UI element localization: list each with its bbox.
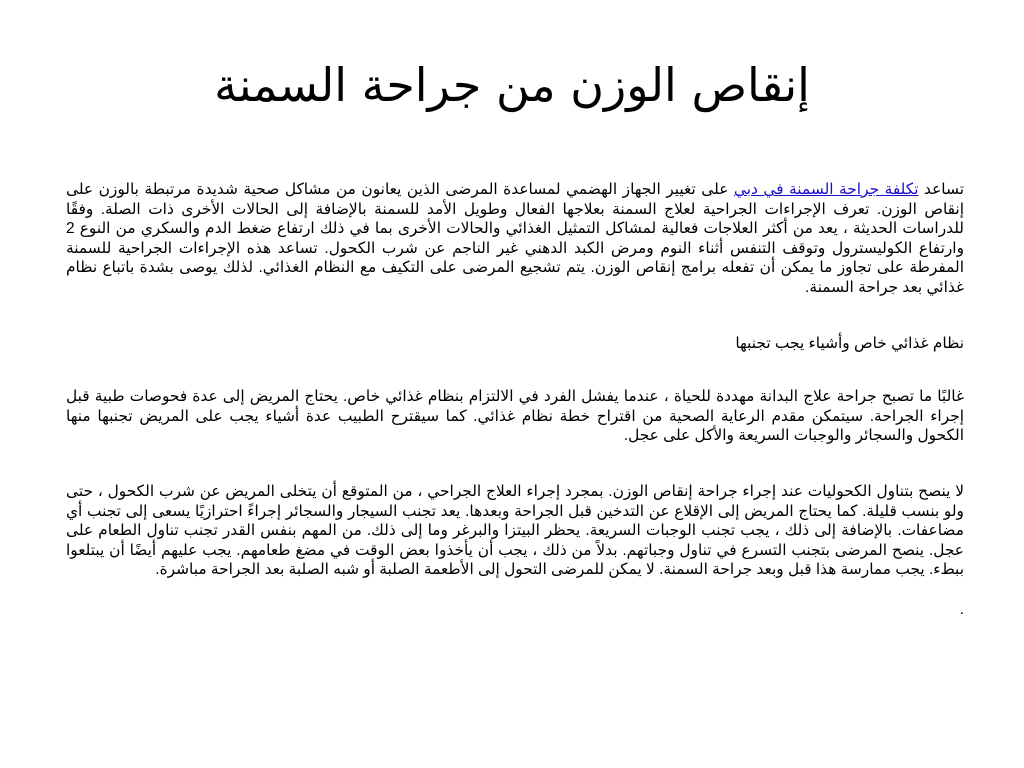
section-heading: نظام غذائي خاص وأشياء يجب تجنبها <box>735 334 964 352</box>
intro-text: على تغيير الجهاز الهضمي لمساعدة المرضى الذين يعانون من مشاكل صحية شديدة مرتبطة بالوزن على إنقاص الوزن. تعرف الإجراءات الجراحية لعلاج السمنة بعلاجها الفعال وطويل الأمد للسمنة بالإضافة إلى الحالات الأخرى ذات الصلة. وفقًا للدراسات الحديثة ، يعد من أكثر العلاجات فعالية لمشاكل التمثيل الغذائي والحالات الأخرى بما في ذلك ارتفاع ضغط الدم والسكري من النوع 2 وارتفاع الكوليسترول وتوقف التنفس أثناء النوم ومرض الكبد الدهني غير الناجم عن شرب الكحول. تساعد هذه الإجراءات الجراحية للسمنة المفرطة على تجاوز ما يمكن أن تفعله برامج إنقاص الوزن. يتم تشجيع المرضى على التكيف مع النظام الغذائي. لذلك يوصى بشدة باتباع نظام غذائي بعد جراحة السمنة. <box>66 181 964 296</box>
intro-paragraph <box>66 180 964 298</box>
avoid-paragraph: لا ينصح بتناول الكحوليات عند إجراء جراحة إنقاص الوزن. بمجرد إجراء العلاج الجراحي ، من المتوقع أن يتخلى المريض عن شرب الكحول ، حتى ولو بنسب قليلة. كما يحتاج المريض إلى الإقلاع عن التدخين قبل الجراحة وبعدها. يعد تجنب السيجار والسجائر إجراءً احترازيًا يسعى إلى تجنب أي مضاعفات. بالإضافة إلى ذلك ، يجب تجنب الوجبات السريعة. يحظر البيتزا والبرغر وما إلى ذلك. من المهم بنفس القدر تجنب تناول الطعام على عجل. ينصح المرضى بتجنب التسرع في تناول وجباتهم. بدلاً من ذلك ، يجب أن يأخذوا بعض الوقت في مضغ طعامهم. يجب عليهم أيضًا أن يبتلعوا ببطء. يجب ممارسة هذا قبل وبعد جراحة السمنة. لا يمكن للمرضى التحول إلى الأطعمة الصلبة أو شبه الصلبة بعد الجراحة مباشرة. <box>66 482 964 579</box>
trailing-dot: . <box>959 600 964 618</box>
diet-paragraph: غالبًا ما تصبح جراحة علاج البدانة مهددة للحياة ، عندما يفشل الفرد في الالتزام بنظام غذائي خاص. يحتاج المريض إلى عدة فحوصات طبية قبل إجراء الجراحة. سيتمكن مقدم الرعاية الصحية من اقتراح خطة نظام غذائي. كما سيقترح الطبيب عدة أشياء يجب على المريض تجنبها منها الكحول والسجائر والوجبات السريعة والأكل على عجل. <box>66 388 964 445</box>
intro-prefix: تساعد <box>918 181 964 198</box>
bariatric-cost-link[interactable]: تكلفة جراحة السمنة في دبي <box>733 181 919 198</box>
slide-body <box>66 180 964 639</box>
slide-title: إنقاص الوزن من جراحة السمنة <box>214 58 810 112</box>
